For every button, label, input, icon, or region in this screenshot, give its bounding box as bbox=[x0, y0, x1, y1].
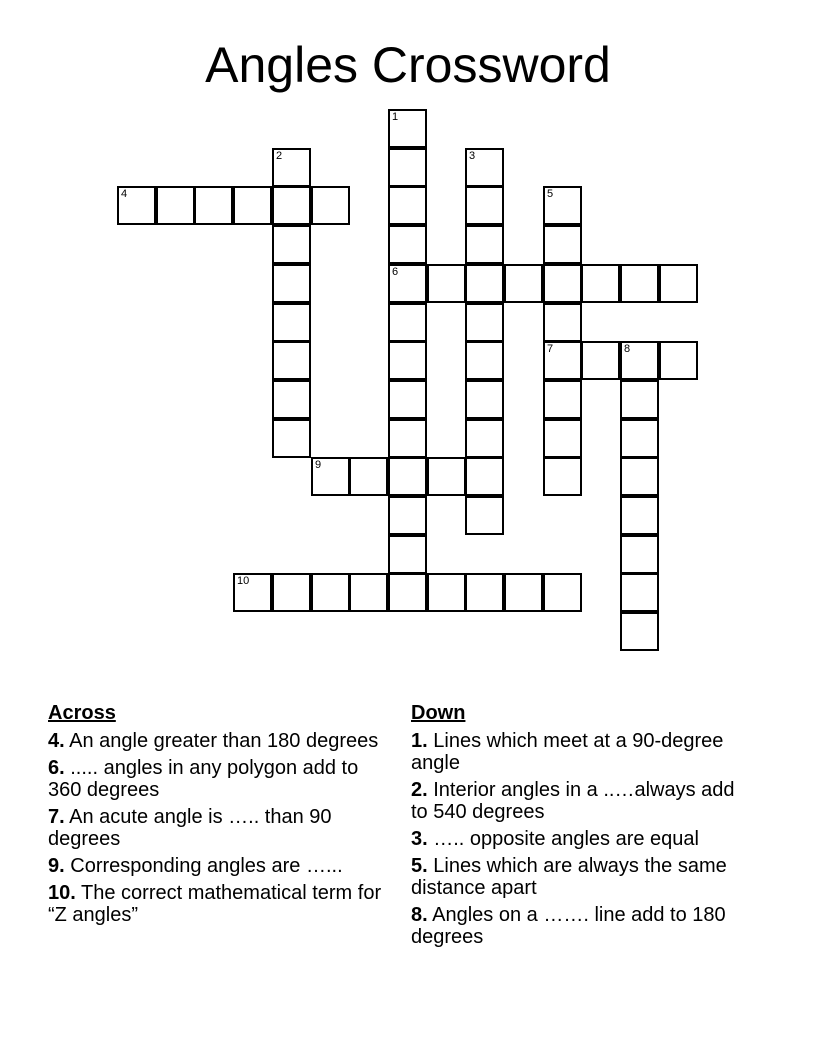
down-clues bbox=[411, 702, 756, 953]
grid-cell[interactable] bbox=[465, 341, 504, 380]
grid-cell[interactable] bbox=[620, 573, 659, 612]
grid-cell[interactable] bbox=[543, 573, 582, 612]
grid-cell[interactable] bbox=[388, 496, 427, 535]
grid-cell[interactable] bbox=[388, 457, 427, 496]
down-clue bbox=[411, 855, 756, 899]
clue-number: 10. bbox=[48, 882, 76, 904]
grid-cell-5[interactable] bbox=[543, 186, 582, 225]
clue-number-label: 4 bbox=[121, 188, 128, 200]
grid-cell[interactable] bbox=[465, 380, 504, 419]
grid-cell[interactable] bbox=[465, 264, 504, 303]
grid-cell[interactable] bbox=[388, 303, 427, 342]
grid-cell[interactable] bbox=[272, 303, 311, 342]
clue-number-label: 3 bbox=[469, 150, 476, 162]
grid-cell[interactable] bbox=[465, 457, 504, 496]
grid-cell[interactable] bbox=[543, 303, 582, 342]
grid-cell[interactable] bbox=[272, 341, 311, 380]
grid-cell[interactable] bbox=[504, 573, 543, 612]
grid-cell[interactable] bbox=[465, 419, 504, 458]
grid-cell[interactable] bbox=[388, 380, 427, 419]
across-heading: Across bbox=[48, 702, 116, 724]
clue-number: 1. bbox=[411, 730, 428, 752]
clue-text: Lines which meet at a 90-degree angle bbox=[411, 730, 724, 774]
grid-cell[interactable] bbox=[388, 341, 427, 380]
grid-cell[interactable] bbox=[388, 225, 427, 264]
down-heading: Down bbox=[411, 702, 466, 724]
grid-cell[interactable] bbox=[349, 457, 388, 496]
grid-cell[interactable] bbox=[388, 419, 427, 458]
clue-number-label: 1 bbox=[392, 111, 399, 123]
grid-cell[interactable] bbox=[543, 419, 582, 458]
clue-text: Angles on a ……. line add to 180 degrees bbox=[411, 904, 726, 948]
grid-cell[interactable] bbox=[194, 186, 233, 225]
grid-cell-2[interactable] bbox=[272, 148, 311, 187]
grid-cell-3[interactable] bbox=[465, 148, 504, 187]
across-clue bbox=[48, 882, 393, 926]
down-clue bbox=[411, 828, 756, 850]
grid-cell[interactable] bbox=[465, 303, 504, 342]
grid-cell[interactable] bbox=[465, 496, 504, 535]
grid-cell[interactable] bbox=[388, 186, 427, 225]
grid-cell[interactable] bbox=[233, 186, 272, 225]
grid-cell-8[interactable] bbox=[620, 341, 659, 380]
clue-number: 4. bbox=[48, 730, 65, 752]
grid-cell[interactable] bbox=[581, 264, 620, 303]
grid-cell[interactable] bbox=[272, 264, 311, 303]
grid-cell[interactable] bbox=[388, 573, 427, 612]
grid-cell-10[interactable] bbox=[233, 573, 272, 612]
clue-number: 7. bbox=[48, 806, 65, 828]
grid-cell[interactable] bbox=[427, 573, 466, 612]
grid-cell[interactable] bbox=[311, 573, 350, 612]
grid-cell[interactable] bbox=[272, 186, 311, 225]
grid-cell[interactable] bbox=[620, 264, 659, 303]
grid-cell[interactable] bbox=[465, 186, 504, 225]
grid-cell[interactable] bbox=[543, 380, 582, 419]
grid-cell[interactable] bbox=[272, 380, 311, 419]
page-title: Angles Crossword bbox=[205, 37, 611, 93]
clue-number: 3. bbox=[411, 828, 428, 850]
clue-number: 2. bbox=[411, 779, 428, 801]
clue-number-label: 9 bbox=[315, 459, 322, 471]
grid-cell[interactable] bbox=[427, 264, 466, 303]
grid-cell[interactable] bbox=[543, 457, 582, 496]
clue-text: An acute angle is ….. than 90 degrees bbox=[48, 806, 332, 850]
clue-number-label: 10 bbox=[237, 575, 250, 587]
grid-cell[interactable] bbox=[465, 573, 504, 612]
grid-cell[interactable] bbox=[620, 419, 659, 458]
clue-text: Interior angles in a ..…always add to 540 degrees bbox=[411, 779, 735, 823]
down-clue bbox=[411, 904, 756, 948]
clue-number-label: 5 bbox=[547, 188, 554, 200]
across-clues bbox=[48, 702, 393, 931]
grid-cell[interactable] bbox=[388, 148, 427, 187]
grid-cell-7[interactable] bbox=[543, 341, 582, 380]
grid-cell[interactable] bbox=[465, 225, 504, 264]
grid-cell[interactable] bbox=[427, 457, 466, 496]
grid-cell-1[interactable] bbox=[388, 109, 427, 148]
grid-cell-9[interactable] bbox=[311, 457, 350, 496]
grid-cell[interactable] bbox=[272, 225, 311, 264]
grid-cell[interactable] bbox=[272, 573, 311, 612]
grid-cell[interactable] bbox=[504, 264, 543, 303]
clue-number: 8. bbox=[411, 904, 428, 926]
clue-text: Corresponding angles are …... bbox=[70, 855, 343, 877]
across-clue bbox=[48, 855, 393, 877]
clue-text: ….. opposite angles are equal bbox=[433, 828, 699, 850]
grid-cell[interactable] bbox=[543, 225, 582, 264]
across-clue bbox=[48, 730, 393, 752]
grid-cell[interactable] bbox=[659, 264, 698, 303]
grid-cell[interactable] bbox=[543, 264, 582, 303]
across-clue bbox=[48, 757, 393, 801]
clue-text: Lines which are always the same distance apart bbox=[411, 855, 727, 899]
grid-cell[interactable] bbox=[620, 496, 659, 535]
clue-number-label: 6 bbox=[392, 266, 399, 278]
grid-cell[interactable] bbox=[620, 380, 659, 419]
grid-cell[interactable] bbox=[388, 535, 427, 574]
across-clue bbox=[48, 806, 393, 850]
grid-cell[interactable] bbox=[581, 341, 620, 380]
clue-number: 6. bbox=[48, 757, 65, 779]
down-clue bbox=[411, 730, 756, 774]
down-clue bbox=[411, 779, 756, 823]
grid-cell-6[interactable] bbox=[388, 264, 427, 303]
clue-text: The correct mathematical term for “Z angles” bbox=[48, 882, 382, 926]
grid-cell[interactable] bbox=[156, 186, 195, 225]
clue-number: 5. bbox=[411, 855, 428, 877]
clue-text: An angle greater than 180 degrees bbox=[69, 730, 379, 752]
grid-cell[interactable] bbox=[272, 419, 311, 458]
clue-text: ..... angles in any polygon add to 360 degrees bbox=[48, 757, 359, 801]
grid-cell[interactable] bbox=[620, 612, 659, 651]
clue-number-label: 2 bbox=[276, 150, 283, 162]
grid-cell-4[interactable] bbox=[117, 186, 156, 225]
clue-number-label: 7 bbox=[547, 343, 554, 355]
clue-number: 9. bbox=[48, 855, 65, 877]
clue-number-label: 8 bbox=[624, 343, 631, 355]
grid-cell[interactable] bbox=[659, 341, 698, 380]
grid-cell[interactable] bbox=[349, 573, 388, 612]
grid-cell[interactable] bbox=[620, 535, 659, 574]
grid-cell[interactable] bbox=[311, 186, 350, 225]
grid-cell[interactable] bbox=[620, 457, 659, 496]
